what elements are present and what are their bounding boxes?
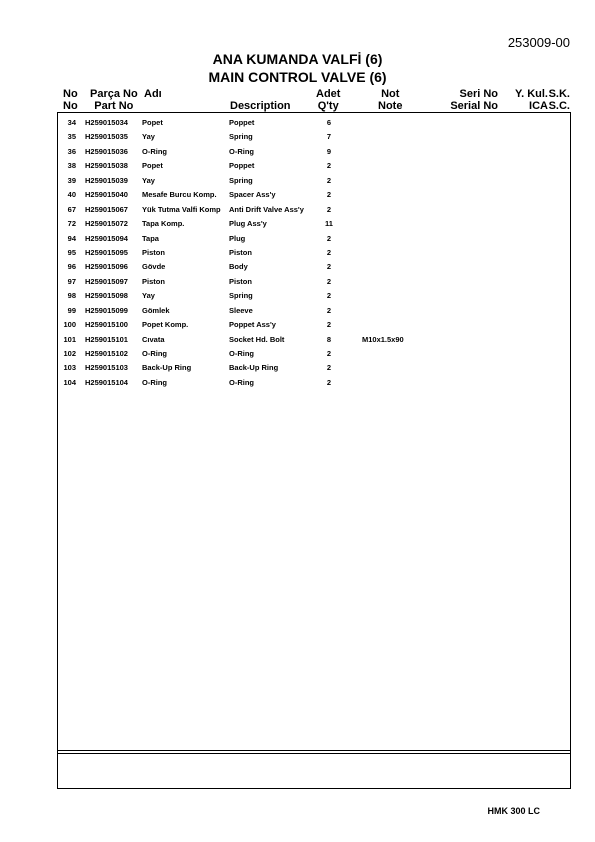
table-row xyxy=(57,346,571,360)
part-name-tr: Yay xyxy=(142,132,155,142)
table-row xyxy=(57,360,571,374)
part-number: H259015035 xyxy=(85,132,128,142)
header-no: No No xyxy=(63,88,78,112)
item-number: 96 xyxy=(67,262,76,272)
part-description: Plug Ass'y xyxy=(229,219,267,229)
part-name-tr: Tapa xyxy=(142,233,159,243)
footer-divider-2 xyxy=(57,753,571,754)
part-name-tr: Back-Up Ring xyxy=(142,363,192,373)
item-number: 94 xyxy=(67,233,76,243)
part-quantity: 2 xyxy=(326,190,332,200)
part-number: H259015103 xyxy=(85,363,128,373)
part-number: H259015097 xyxy=(85,276,128,286)
part-name-tr: Yay xyxy=(142,175,155,185)
table-row xyxy=(57,231,571,245)
item-number: 67 xyxy=(67,204,76,214)
part-note: M10x1.5x90 xyxy=(362,334,404,344)
table-row xyxy=(57,129,571,143)
part-quantity: 2 xyxy=(326,377,332,387)
part-description: Poppet Ass'y xyxy=(229,320,276,330)
table-row xyxy=(57,317,571,331)
item-number: 104 xyxy=(63,377,76,387)
table-row xyxy=(57,259,571,273)
part-quantity: 2 xyxy=(326,305,332,315)
table-row xyxy=(57,115,571,129)
item-number: 35 xyxy=(67,132,76,142)
part-quantity: 2 xyxy=(326,262,332,272)
part-number: H259015040 xyxy=(85,190,128,200)
part-description: Body xyxy=(229,262,248,272)
part-number: H259015104 xyxy=(85,377,128,387)
item-number: 99 xyxy=(67,305,76,315)
part-name-tr: Tapa Komp. xyxy=(142,219,185,229)
part-number: H259015036 xyxy=(85,146,128,156)
part-description: O-Ring xyxy=(229,146,254,156)
part-number: H259015100 xyxy=(85,320,128,330)
table-row xyxy=(57,274,571,288)
item-number: 34 xyxy=(67,118,76,127)
table-row xyxy=(57,332,571,346)
parts-table-body xyxy=(57,115,571,389)
part-quantity: 2 xyxy=(326,175,332,185)
part-number: H259015095 xyxy=(85,247,128,257)
table-row xyxy=(57,144,571,158)
header-ica: Y. Kul. ICA xyxy=(514,88,548,112)
part-quantity: 7 xyxy=(326,132,332,142)
part-description: Spacer Ass'y xyxy=(229,190,276,200)
part-number: H259015038 xyxy=(85,161,128,171)
part-quantity: 2 xyxy=(326,349,332,358)
item-number: 101 xyxy=(63,334,76,344)
part-quantity: 11 xyxy=(325,219,333,229)
document-code: 253009-00 xyxy=(507,35,570,50)
item-number: 38 xyxy=(67,161,76,171)
part-description: Poppet xyxy=(229,161,255,171)
part-name-tr: O-Ring xyxy=(142,146,167,156)
part-name-tr: O-Ring xyxy=(142,349,167,358)
part-number: H259015094 xyxy=(85,233,128,243)
part-number: H259015101 xyxy=(85,334,128,344)
part-number: H259015072 xyxy=(85,219,128,229)
item-number: 98 xyxy=(67,291,76,301)
part-name-tr: O-Ring xyxy=(142,377,167,387)
table-row xyxy=(57,202,571,216)
part-quantity: 9 xyxy=(326,146,332,156)
part-name-tr: Cıvata xyxy=(142,334,165,344)
item-number: 97 xyxy=(67,276,76,286)
part-number: H259015098 xyxy=(85,291,128,301)
table-row xyxy=(57,375,571,389)
part-number: H259015096 xyxy=(85,262,128,272)
header-note: Not Note xyxy=(378,88,403,112)
header-part-no: Parça No Part No xyxy=(90,88,138,112)
table-row xyxy=(57,216,571,230)
table-row xyxy=(57,303,571,317)
part-quantity: 2 xyxy=(326,276,332,286)
item-number: 103 xyxy=(63,363,76,373)
part-quantity: 2 xyxy=(326,233,332,243)
part-quantity: 2 xyxy=(326,204,332,214)
table-row xyxy=(57,288,571,302)
item-number: 72 xyxy=(67,219,76,229)
part-name-tr: Yay xyxy=(142,291,155,301)
part-quantity: 2 xyxy=(326,247,332,257)
part-name-tr: Popet xyxy=(142,118,163,127)
part-description: O-Ring xyxy=(229,377,254,387)
item-number: 100 xyxy=(63,320,76,330)
header-description: Description xyxy=(230,100,291,112)
part-quantity: 2 xyxy=(326,363,332,373)
part-name-tr: Popet xyxy=(142,161,163,171)
title-turkish: ANA KUMANDA VALFİ (6) xyxy=(212,51,383,67)
item-number: 102 xyxy=(63,349,76,358)
part-number: H259015034 xyxy=(85,118,128,127)
title-english: MAIN CONTROL VALVE (6) xyxy=(208,69,387,85)
part-name-tr: Gömlek xyxy=(142,305,170,315)
item-number: 95 xyxy=(67,247,76,257)
header-serial: Seri No Serial No xyxy=(450,88,498,112)
part-number: H259015099 xyxy=(85,305,128,315)
part-description: Anti Drift Valve Ass'y xyxy=(229,204,304,214)
part-name-tr: Mesafe Burcu Komp. xyxy=(142,190,217,200)
part-name-tr: Piston xyxy=(142,276,165,286)
part-name-tr: Yük Tutma Valfi Komp xyxy=(142,204,221,214)
part-name-tr: Piston xyxy=(142,247,165,257)
item-number: 36 xyxy=(67,146,76,156)
header-sc: S.K. S.C. xyxy=(548,88,570,112)
part-description: O-Ring xyxy=(229,349,254,358)
part-name-tr: Popet Komp. xyxy=(142,320,189,330)
table-row xyxy=(57,245,571,259)
table-row xyxy=(57,187,571,201)
part-quantity: 8 xyxy=(326,334,332,344)
part-quantity: 6 xyxy=(326,118,332,127)
table-row xyxy=(57,173,571,187)
item-number: 39 xyxy=(67,175,76,185)
part-number: H259015102 xyxy=(85,349,128,358)
part-description: Sleeve xyxy=(229,305,253,315)
part-number: H259015067 xyxy=(85,204,128,214)
part-description: Spring xyxy=(229,175,253,185)
part-description: Back-Up Ring xyxy=(229,363,279,373)
item-number: 40 xyxy=(67,190,76,200)
part-description: Spring xyxy=(229,291,253,301)
part-name-tr: Gövde xyxy=(142,262,166,272)
machine-model: HMK 300 LC xyxy=(487,806,540,816)
part-description: Socket Hd. Bolt xyxy=(229,334,285,344)
table-row xyxy=(57,158,571,172)
part-description: Spring xyxy=(229,132,253,142)
header-name: Adı xyxy=(144,88,162,100)
part-description: Poppet xyxy=(229,118,255,127)
part-description: Piston xyxy=(229,247,252,257)
part-quantity: 2 xyxy=(326,291,332,301)
part-description: Plug xyxy=(229,233,246,243)
part-quantity: 2 xyxy=(326,161,332,171)
footer-divider xyxy=(57,750,571,751)
part-number: H259015039 xyxy=(85,175,128,185)
part-quantity: 2 xyxy=(326,320,332,330)
part-description: Piston xyxy=(229,276,252,286)
header-qty: Adet Q'ty xyxy=(316,88,341,112)
